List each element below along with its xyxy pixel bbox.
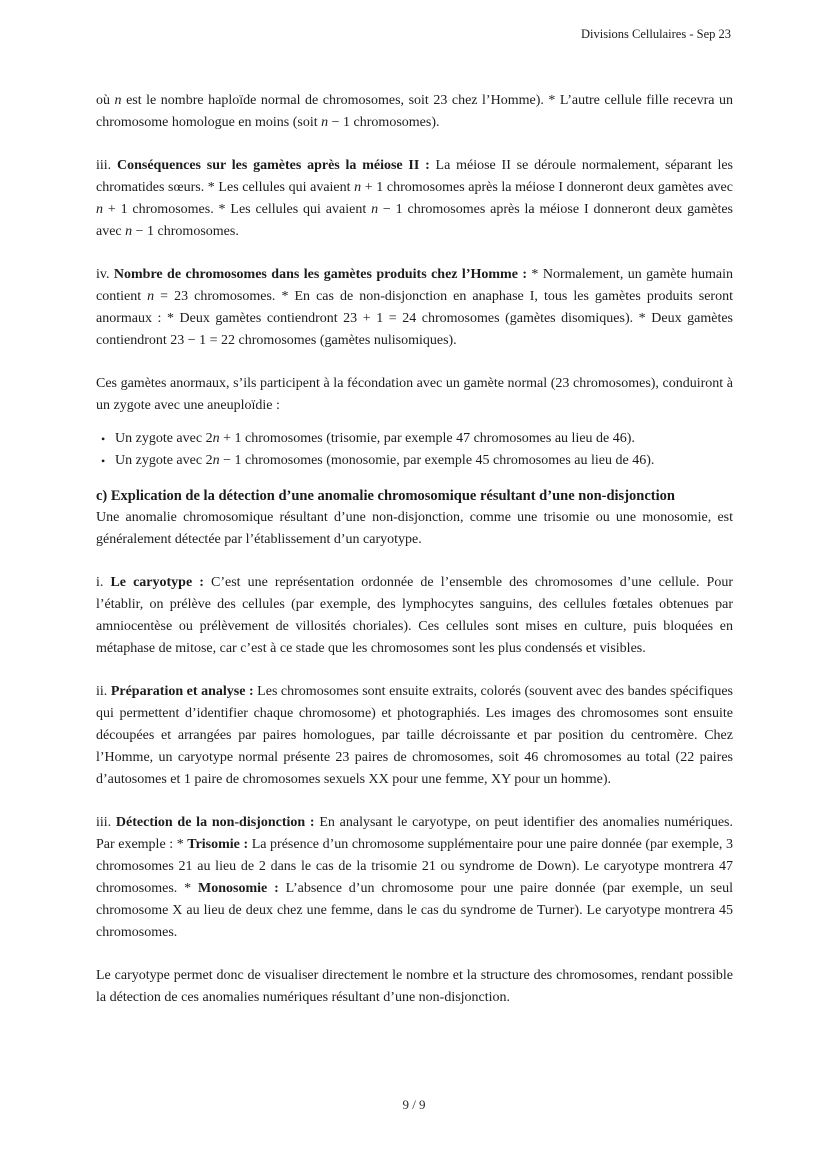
text-run: Une anomalie chromosomique résultant d’une non-disjonction, comme une trisomie ou une monosomie, est généralement détectée par l’établissement d’un caryotype. [96,510,733,547]
text-run: L’absence d’un chromosome pour une paire donnée (par exemple, un seul chromosome X au lieu de deux chez une femme, dans le cas du syndrome de Turner). Le caryotype montrera 45 chromosomes. [96,881,733,940]
text-run: + 1 chromosomes. * Les cellules qui avaient [103,202,372,217]
text-run: + 1 chromosomes après la méiose I donneront deux gamètes avec [361,180,733,195]
paragraph-conclusion-caryotype [96,965,733,1009]
text-run: − 1 chromosomes. [132,224,239,239]
text-run: n [147,289,155,304]
text-run: n [96,202,103,217]
text-run: = 23 chromosomes. * En cas de non-disjonction en anaphase I, tous les gamètes produits seront anormaux : * Deux gamètes contiendront 23 + 1 = 24 chromosomes (gamètes disomiques). * Deux gamètes contiendront 23 − 1 = 22 chromosomes (gamètes nulisomiques). [96,289,733,348]
heading-c-explication-detection [96,485,733,507]
text-run: n [212,431,220,446]
text-run: Le caryotype permet donc de visualiser directement le nombre et la structure des chromosomes, rendant possible la détection de ces anomalies numériques résultant d’une non-disjonction. [96,968,733,1005]
paragraph-haploid-continuation [96,90,733,134]
paragraph-ii-preparation-analyse [96,681,733,791]
text-run: n [114,93,122,108]
paragraph-gametes-anormaux [96,373,733,417]
text-run: iii. [96,815,116,830]
text-run: La méiose II se déroule normalement, séparant les chromatides sœurs. * Les cellules qui avaient [96,158,734,195]
text-run: Conséquences sur les gamètes après la méiose II : [116,158,430,173]
text-run: − 1 chromosomes après la méiose I donneront deux gamètes avec [96,202,733,239]
text-run: n [371,202,379,217]
text-run: Ces gamètes anormaux, s’ils participent à la fécondation avec un gamète normal (23 chromosomes), conduiront à un zygote avec une aneuploïdie : [96,376,733,413]
text-run: est le nombre haploïde normal de chromosomes, soit 23 chez l’Homme). * L’autre cellule fille recevra un chromosome homologue en moins (soit [96,93,734,130]
text-run: − 1 chromosomes). [328,115,440,130]
page-header-title: Divisions Cellulaires - Sep 23 [581,27,731,41]
text-run: Un zygote avec 2 [115,453,213,468]
text-run: Le caryotype : [110,575,204,590]
paragraph-iii-consequences-meiose-2 [96,155,733,243]
text-run: En analysant le caryotype, on peut identifier des anomalies numériques. Par exemple : * [96,815,733,852]
list-item [96,450,733,472]
text-run: − 1 chromosomes (monosomie, par exemple 45 chromosomes au lieu de 46). [219,453,655,468]
text-run: n [125,224,133,239]
text-run: iv. [96,267,114,282]
text-run: n [212,453,220,468]
paragraph-anomalie-caryotype-intro [96,507,733,551]
text-run: Les chromosomes sont ensuite extraits, colorés (souvent avec des bandes spécifiques qui permettent d’identifier chaque chromosome) et photographiés. Les images des chromosomes sont ensuite découpées et arrangées par paires homologues, par taille décroissante et par position du centromère. Chez l’Homme, un caryotype normal présente 23 paires de chromosomes, soit 46 chromosomes au total (22 paires d’autosomes et 1 paire de chromosomes sexuels XX pour une femme, XY pour un homme). [96,684,734,787]
text-run: C’est une représentation ordonnée de l’ensemble des chromosomes d’une cellule. Pour l’établir, on prélève des cellules (par exemple, des lymphocytes sanguins, des cellules fœtales obtenues par amniocentèse ou prélèvement de villosités choriales). Ces cellules sont mises en culture, puis bloquées en métaphase de mitose, car c’est à ce stade que les chromosomes sont les plus condensés et visibles. [96,575,734,656]
text-run: La présence d’un chromosome supplémentaire pour une paire donnée (par exemple, 3 chromosomes 21 au lieu de 2 dans le cas de la trisomie 21 ou syndrome de Down). Le caryotype montrera 47 chromosomes. * [96,837,734,896]
text-run: iii. [96,158,117,173]
text-run: n [321,115,329,130]
page-number-indicator: 9 / 9 [402,1097,426,1112]
text-run: Un zygote avec 2 [115,431,213,446]
text-run: i. [96,575,111,590]
text-run: où [96,93,115,108]
text-run: Monosomie : [198,881,279,896]
document-content [96,90,733,1030]
bullet-icon: • [101,454,106,468]
text-run: * Normalement, un gamète humain contient [96,267,733,304]
list-item [96,428,733,450]
text-run: Préparation et analyse : [110,684,254,699]
text-run: Détection de la non-disjonction : [115,815,315,830]
bullet-list-zygotes [96,428,733,472]
paragraph-i-le-caryotype [96,572,733,660]
text-run: c) Explication de la détection d’une anomalie chromosomique résultant d’une non-disjonction [96,488,675,504]
paragraph-iii-detection-non-disjonction [96,812,733,944]
text-run: ii. [96,684,111,699]
text-run: Trisomie : [187,837,249,852]
text-run: n [354,180,362,195]
bullet-icon: • [101,432,106,446]
text-run: Nombre de chromosomes dans les gamètes produits chez l’Homme : [113,267,527,282]
text-run: + 1 chromosomes (trisomie, par exemple 47 chromosomes au lieu de 46). [219,431,635,446]
paragraph-iv-nombre-chromosomes [96,264,733,352]
